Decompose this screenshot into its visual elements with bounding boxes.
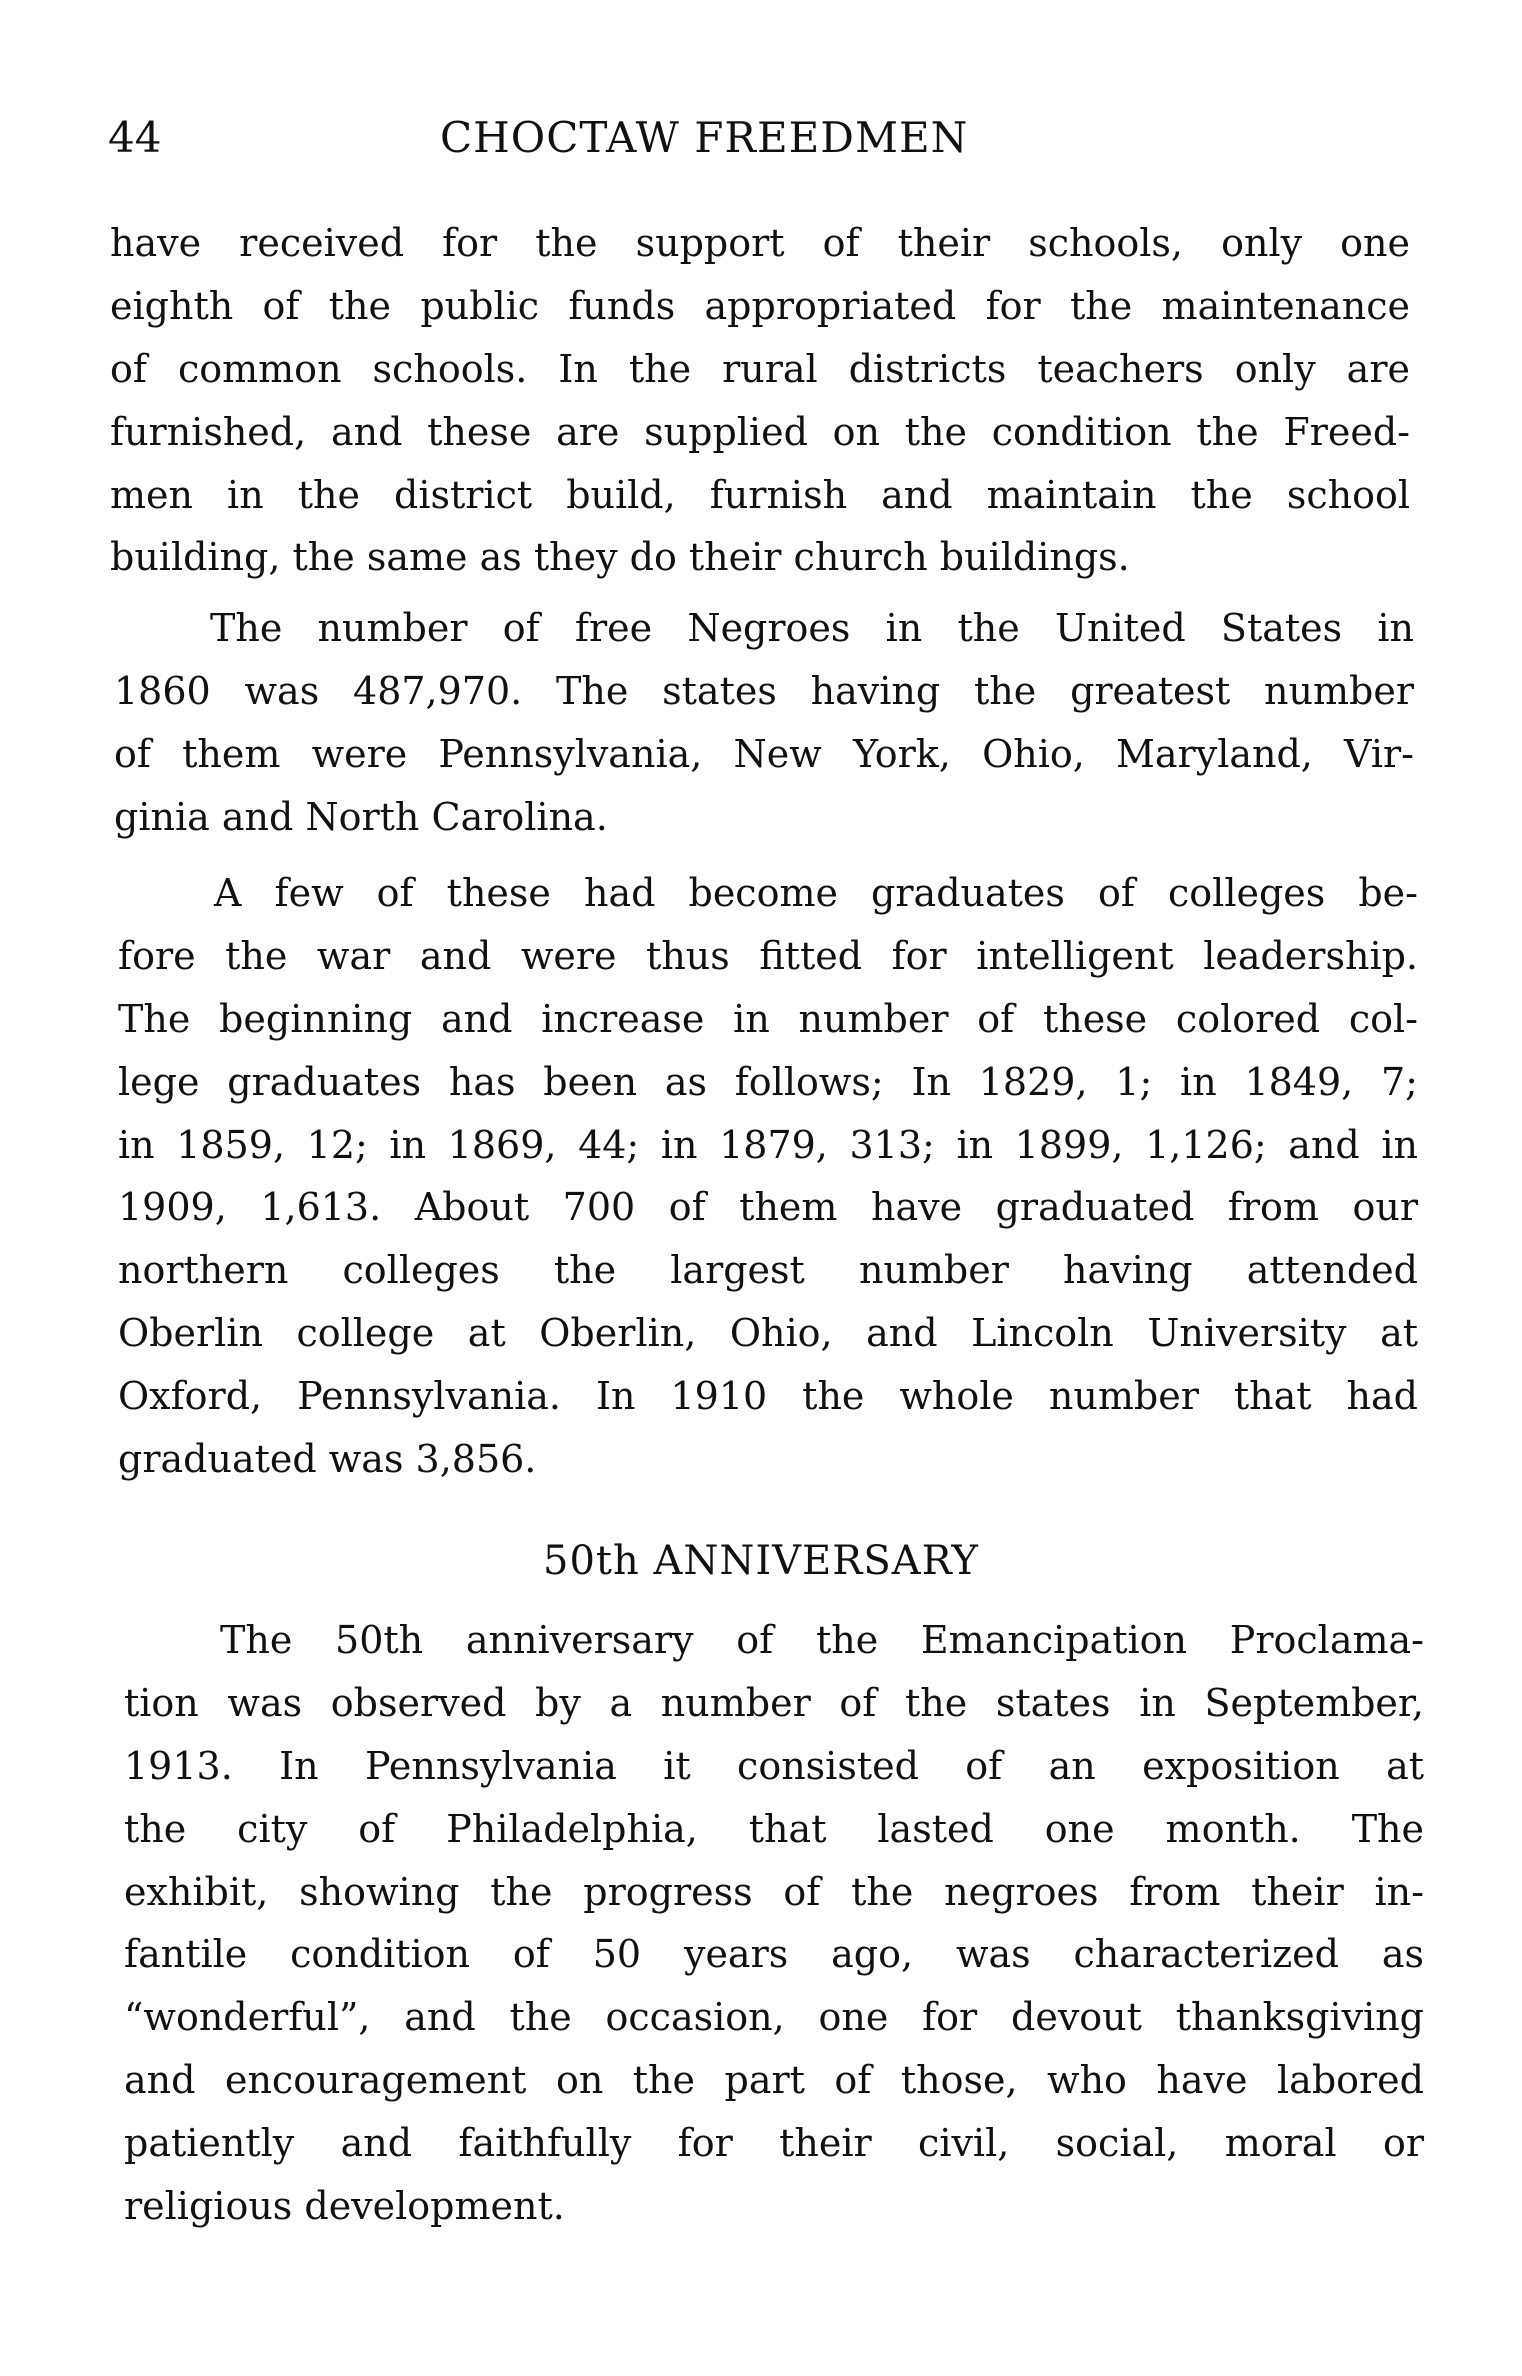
section-heading: 50th ANNIVERSARY [543,1538,979,1584]
paragraph [114,597,1414,849]
text-line: The beginning and increase in number of these colored col- [118,996,1418,1041]
text-line: lege graduates has been as follows; In 1829, 1; in 1849, 7; [118,1059,1418,1104]
text-line: the city of Philadelphia, that lasted one month. The [124,1806,1424,1851]
text-line: fore the war and were thus fitted for intelligent leadership. [118,933,1418,978]
paragraph [118,862,1418,1491]
text-line: Oberlin college at Oberlin, Ohio, and Lincoln University at [118,1311,1418,1356]
text-line: tion was observed by a number of the states in September, [124,1680,1424,1725]
text-line: The number of free Negroes in the United States in [210,606,1414,650]
text-line: A few of these had become graduates of colleges be- [214,871,1418,915]
text-line: Oxford, Pennsylvania. In 1910 the whole number that had [118,1374,1418,1419]
text-line: religious development. [124,2184,565,2229]
text-line: of them were Pennsylvania, New York, Ohio, Maryland, Vir- [114,731,1414,776]
paragraph [110,212,1410,589]
text-line: have received for the support of their schools, only one [110,221,1410,265]
text-line: eighth of the public funds appropriated for the maintenance [110,283,1410,328]
text-line: building, the same as they do their church buildings. [110,535,1130,580]
text-line: men in the district build, furnish and maintain the school [110,472,1410,517]
text-line: in 1859, 12; in 1869, 44; in 1879, 313; in 1899, 1,126; and in [118,1122,1418,1167]
running-title: CHOCTAW FREEDMEN [440,113,969,162]
text-line: of common schools. In the rural districts teachers only are [110,346,1410,391]
text-line: 1909, 1,613. About 700 of them have graduated from our [118,1185,1418,1230]
text-line: 1913. In Pennsylvania it consisted of an exposition at [124,1743,1424,1788]
paragraph [124,1609,1424,2238]
text-line: furnished, and these are supplied on the condition the Freed- [110,409,1410,454]
text-line: and encouragement on the part of those, who have labored [124,2058,1424,2103]
text-line: exhibit, showing the progress of the negroes from their in- [124,1869,1424,1914]
text-line: “wonderful”, and the occasion, one for devout thanksgiving [124,1995,1424,2040]
text-line: The 50th anniversary of the Emancipation Proclama- [220,1618,1424,1662]
page-number: 44 [108,113,162,162]
text-line: 1860 was 487,970. The states having the greatest number [114,668,1414,713]
text-line: ginia and North Carolina. [114,794,608,839]
text-line: patiently and faithfully for their civil, social, moral or [124,2121,1424,2166]
text-line: northern colleges the largest number having attended [118,1248,1418,1293]
text-line: graduated was 3,856. [118,1437,537,1482]
text-line: fantile condition of 50 years ago, was characterized as [124,1932,1424,1977]
